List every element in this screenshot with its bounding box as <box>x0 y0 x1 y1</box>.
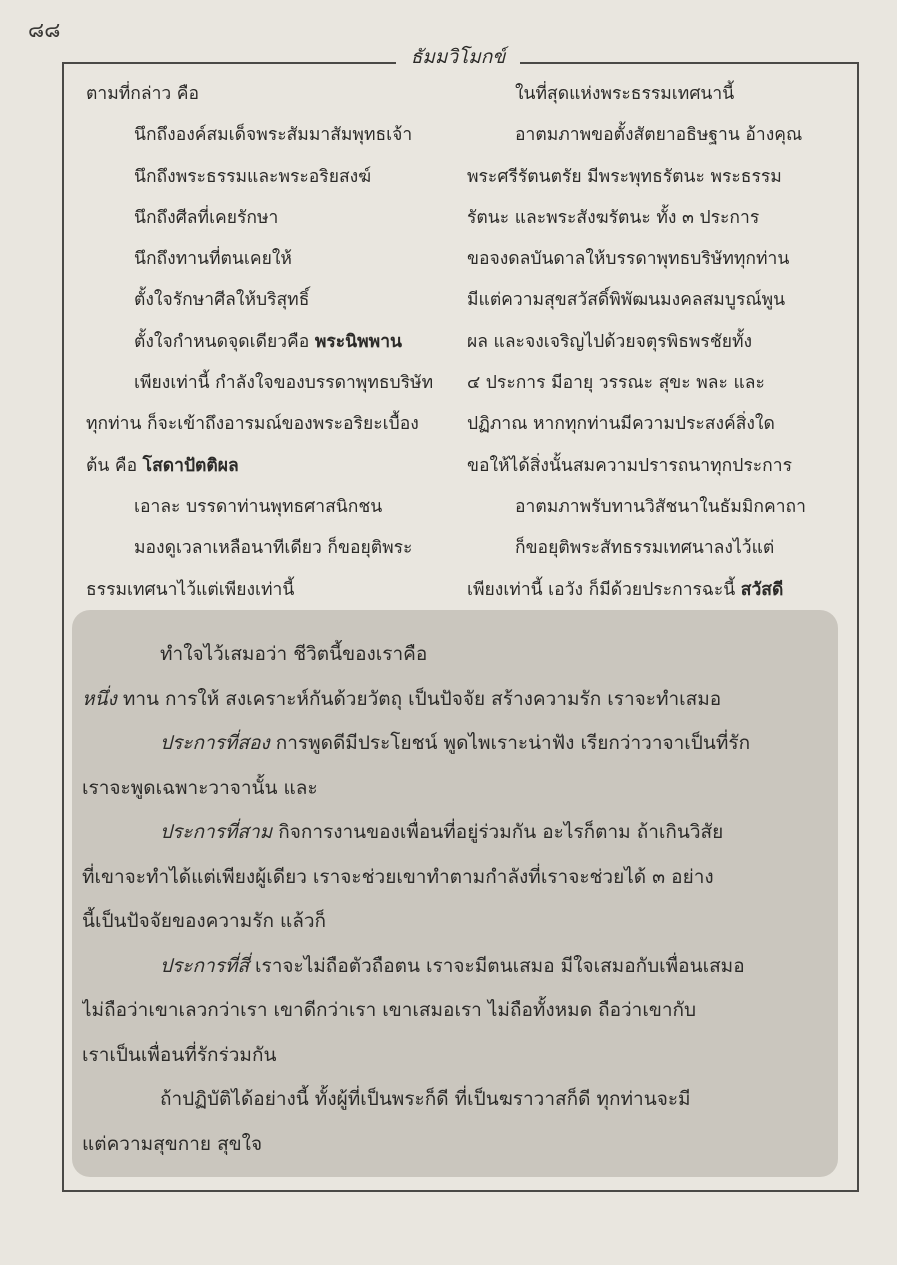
box-line <box>82 810 832 855</box>
box-line: ไม่ถือว่าเขาเลวกว่าเรา เขาดีกว่าเรา เขาเสมอเรา ไม่ถือทั้งหมด ถือว่าเขากับ <box>82 999 697 1021</box>
box-line: เราเป็นเพื่อนที่รักร่วมกัน <box>82 1043 277 1066</box>
emphasis-term: พระนิพพาน <box>314 331 402 352</box>
point-text: ทาน การให้ สงเคราะห์กันด้วยวัตถุ เป็นปัจจัย สร้างความรัก เราจะทำเสมอ <box>116 687 722 710</box>
text-line: อาตมภาพรับทานวิสัชนาในธัมมิกคาถา <box>515 496 806 517</box>
text-line: ในที่สุดแห่งพระธรรมเทศนานี้ <box>515 84 735 104</box>
box-line: นี้เป็นปัจจัยของความรัก แล้วก็ <box>82 910 327 932</box>
emphasis-term: สวัสดี <box>740 579 784 600</box>
box-line: แต่ความสุขกาย สุขใจ <box>82 1132 263 1155</box>
text-line: นึกถึงพระธรรมและพระอริยสงฆ์ <box>134 166 372 187</box>
box-line: ที่เขาจะทำได้แต่เพียงผู้เดียว เราจะช่วยเขาทำตามกำลังที่เราจะช่วยได้ ๓ อย่าง <box>82 865 714 888</box>
text-line: ก็ขอยุติพระสัทธรรมเทศนาลงไว้แต่ <box>515 538 775 559</box>
point-label: ประการที่สอง <box>160 732 270 754</box>
text-line <box>467 570 839 611</box>
text-line: นึกถึงศีลที่เคยรักษา <box>134 207 279 228</box>
box-line: เราจะพูดเฉพาะวาจานั้น และ <box>82 776 318 799</box>
box-line <box>82 721 832 766</box>
emphasis-term: โสดาปัตติผล <box>142 455 239 476</box>
text-line: มองดูเวลาเหลือนาทีเดียว ก็ขอยุติพระ <box>134 538 413 559</box>
text-line: อาตมภาพขอตั้งสัตยาอธิษฐาน อ้างคุณ <box>515 125 803 146</box>
point-text: กิจการงานของเพื่อนที่อยู่ร่วมกัน อะไรก็ตาม ถ้าเกินวิสัย <box>272 821 724 843</box>
text-line: ตั้งใจรักษาศีลให้บริสุทธิ์ <box>134 290 310 311</box>
text-line: ๔ ประการ มีอายุ วรรณะ สุขะ พละ และ <box>467 373 765 394</box>
point-label: ประการที่สาม <box>160 821 273 843</box>
text-line <box>86 446 456 487</box>
text-line: ขอให้ได้สิ่งนั้นสมความปรารถนาทุกประการ <box>467 455 792 476</box>
right-column <box>467 74 839 611</box>
point-label: หนึ่ง <box>82 687 117 710</box>
running-title: ธัมมวิโมกข์ <box>410 46 506 68</box>
text-line: นึกถึงองค์สมเด็จพระสัมมาสัมพุทธเจ้า <box>134 125 413 146</box>
box-intro: ทำใจไว้เสมอว่า ชีวิตนี้ของเราคือ <box>160 643 428 665</box>
text-line: ทุกท่าน ก็จะเข้าถึงอารมณ์ของพระอริยะเบื้อง <box>86 414 419 435</box>
point-text: การพูดดีมีประโยชน์ พูดไพเราะน่าฟัง เรียกว่าวาจาเป็นที่รัก <box>269 732 751 754</box>
text-line: ตามที่กล่าว คือ <box>86 84 200 104</box>
text-line: ปฏิภาณ หากทุกท่านมีความประสงค์สิ่งใด <box>467 414 775 435</box>
point-label: ประการที่สี่ <box>160 954 249 977</box>
point-text: เราจะไม่ถือตัวถือตน เราจะมีตนเสมอ มีใจเสมอกับเพื่อนเสมอ <box>248 954 745 977</box>
text-line: เพียงเท่านี้ กำลังใจของบรรดาพุทธบริษัท <box>134 373 434 394</box>
line-text: ตั้งใจกำหนดจุดเดียวคือ <box>134 331 315 352</box>
text-line: รัตนะ และพระสังฆรัตนะ ทั้ง ๓ ประการ <box>467 207 760 228</box>
box-line <box>82 944 832 989</box>
text-line: ธรรมเทศนาไว้แต่เพียงเท่านี้ <box>86 579 295 600</box>
page-number: ๘๘ <box>28 18 61 42</box>
text-line: มีแต่ความสุขสวัสดิ์พิพัฒนมงคลสมบูรณ์พูน <box>467 290 786 311</box>
box-line <box>82 677 832 722</box>
text-line <box>86 322 456 363</box>
text-line: ขอจงดลบันดาลให้บรรดาพุทธบริษัททุกท่าน <box>467 249 790 270</box>
left-column <box>86 74 456 611</box>
line-text: ต้น คือ <box>86 455 143 476</box>
text-line: พระศรีรัตนตรัย มีพระพุทธรัตนะ พระธรรม <box>467 166 782 187</box>
text-line: เอาละ บรรดาท่านพุทธศาสนิกชน <box>134 496 383 517</box>
text-line: นึกถึงทานที่ตนเคยให้ <box>134 249 292 270</box>
box-line: ถ้าปฏิบัติได้อย่างนี้ ทั้งผู้ที่เป็นพระก็ดี ที่เป็นฆราวาสก็ดี ทุกท่านจะมี <box>160 1088 691 1110</box>
text-line: ผล และจงเจริญไปด้วยจตุรพิธพรชัยทั้ง <box>467 331 753 352</box>
line-text: เพียงเท่านี้ เอวัง ก็มีด้วยประการฉะนี้ <box>467 579 741 600</box>
highlight-box-text <box>82 632 832 1166</box>
